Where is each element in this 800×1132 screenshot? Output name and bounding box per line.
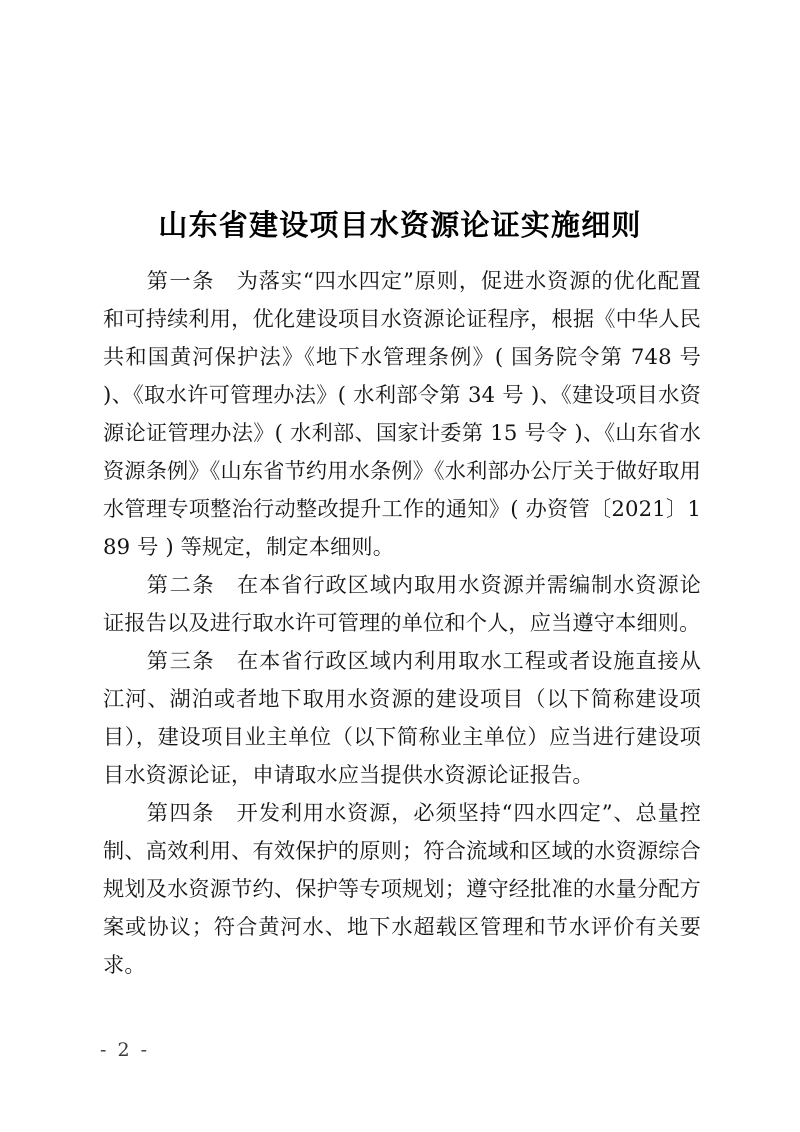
page-title: 山东省建设项目水资源论证实施细则 bbox=[158, 208, 642, 243]
article-text-4: 开发利用水资源，必须坚持“四水四定”、总量控制、高效利用、有效保护的原则；符合流域和区域的水资源综合规划及水资源节约、保护等专项规划；遵守经批准的水量分配方案或协议；符合黄河水、地下水超载区管理和节水评价有关要求。 bbox=[103, 800, 701, 977]
page-number: - 2 - bbox=[100, 1039, 150, 1061]
article-text-2: 在本省行政区域内取用水资源并需编制水资源论证报告以及进行取水许可管理的单位和个人，应当遵守本细则。 bbox=[103, 572, 701, 635]
article-label-1: 第一条 bbox=[146, 268, 215, 293]
article-text-1: 为落实“四水四定”原则，促进水资源的优化配置和可持续利用，优化建设项目水资源论证程序，根据《中华人民共和国黄河保护法》《地下水管理条例》( 国务院令第 748 号 )、《取水许可管理办法》( 水利部令第 34 号 )、《建设项目水资源论证管理办法》( 水利部、国家计委第 15 号令 )、《山东省水资源条例》《山东省节约用水条例》《水利部办公厅关于做好取用水管理专项整治行动整改提升工作的通知》( 办资管〔2021〕189 号 ) 等规定，制定本细则。 bbox=[103, 268, 701, 559]
document-body bbox=[103, 262, 701, 984]
article-label-2: 第二条 bbox=[146, 572, 216, 597]
article-paragraph-1 bbox=[103, 262, 701, 566]
article-label-3: 第三条 bbox=[146, 648, 216, 673]
article-label-4: 第四条 bbox=[146, 800, 215, 825]
article-paragraph-4 bbox=[103, 794, 701, 984]
article-paragraph-2 bbox=[103, 566, 701, 642]
article-text-3: 在本省行政区域内利用取水工程或者设施直接从江河、湖泊或者地下取用水资源的建设项目（以下简称建设项目），建设项目业主单位（以下简称业主单位）应当进行建设项目水资源论证，申请取水应当提供水资源论证报告。 bbox=[103, 648, 701, 787]
article-paragraph-3 bbox=[103, 642, 701, 794]
